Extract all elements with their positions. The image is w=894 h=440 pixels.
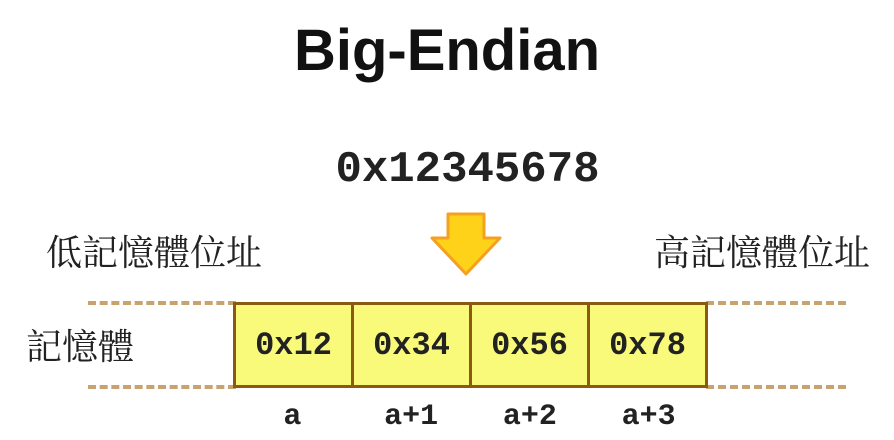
dashed-line-top-left xyxy=(88,301,236,305)
low-address-label: 低記憶體位址 xyxy=(46,233,263,274)
address-label-1: a+1 xyxy=(384,400,439,434)
memory-cells xyxy=(233,302,708,388)
dashed-line-bottom-left xyxy=(88,385,236,389)
dashed-line-bottom-right xyxy=(706,385,846,389)
address-label-0: a xyxy=(283,400,302,434)
diagram-title: Big-Endian xyxy=(293,18,601,83)
high-address-label: 高記憶體位址 xyxy=(654,233,871,274)
memory-cell-byte-1: 0x34 xyxy=(354,305,472,385)
down-arrow-icon xyxy=(430,212,502,276)
memory-label: 記憶體 xyxy=(26,327,135,368)
memory-cell-byte-0: 0x12 xyxy=(236,305,354,385)
memory-cell-byte-2: 0x56 xyxy=(472,305,590,385)
address-row xyxy=(233,402,708,432)
memory-cell-byte-3: 0x78 xyxy=(609,326,686,364)
hex-value: 0x12345678 xyxy=(335,145,600,195)
address-label-2: a+2 xyxy=(502,400,557,434)
address-label-3: a+3 xyxy=(621,400,676,434)
dashed-line-top-right xyxy=(706,301,846,305)
